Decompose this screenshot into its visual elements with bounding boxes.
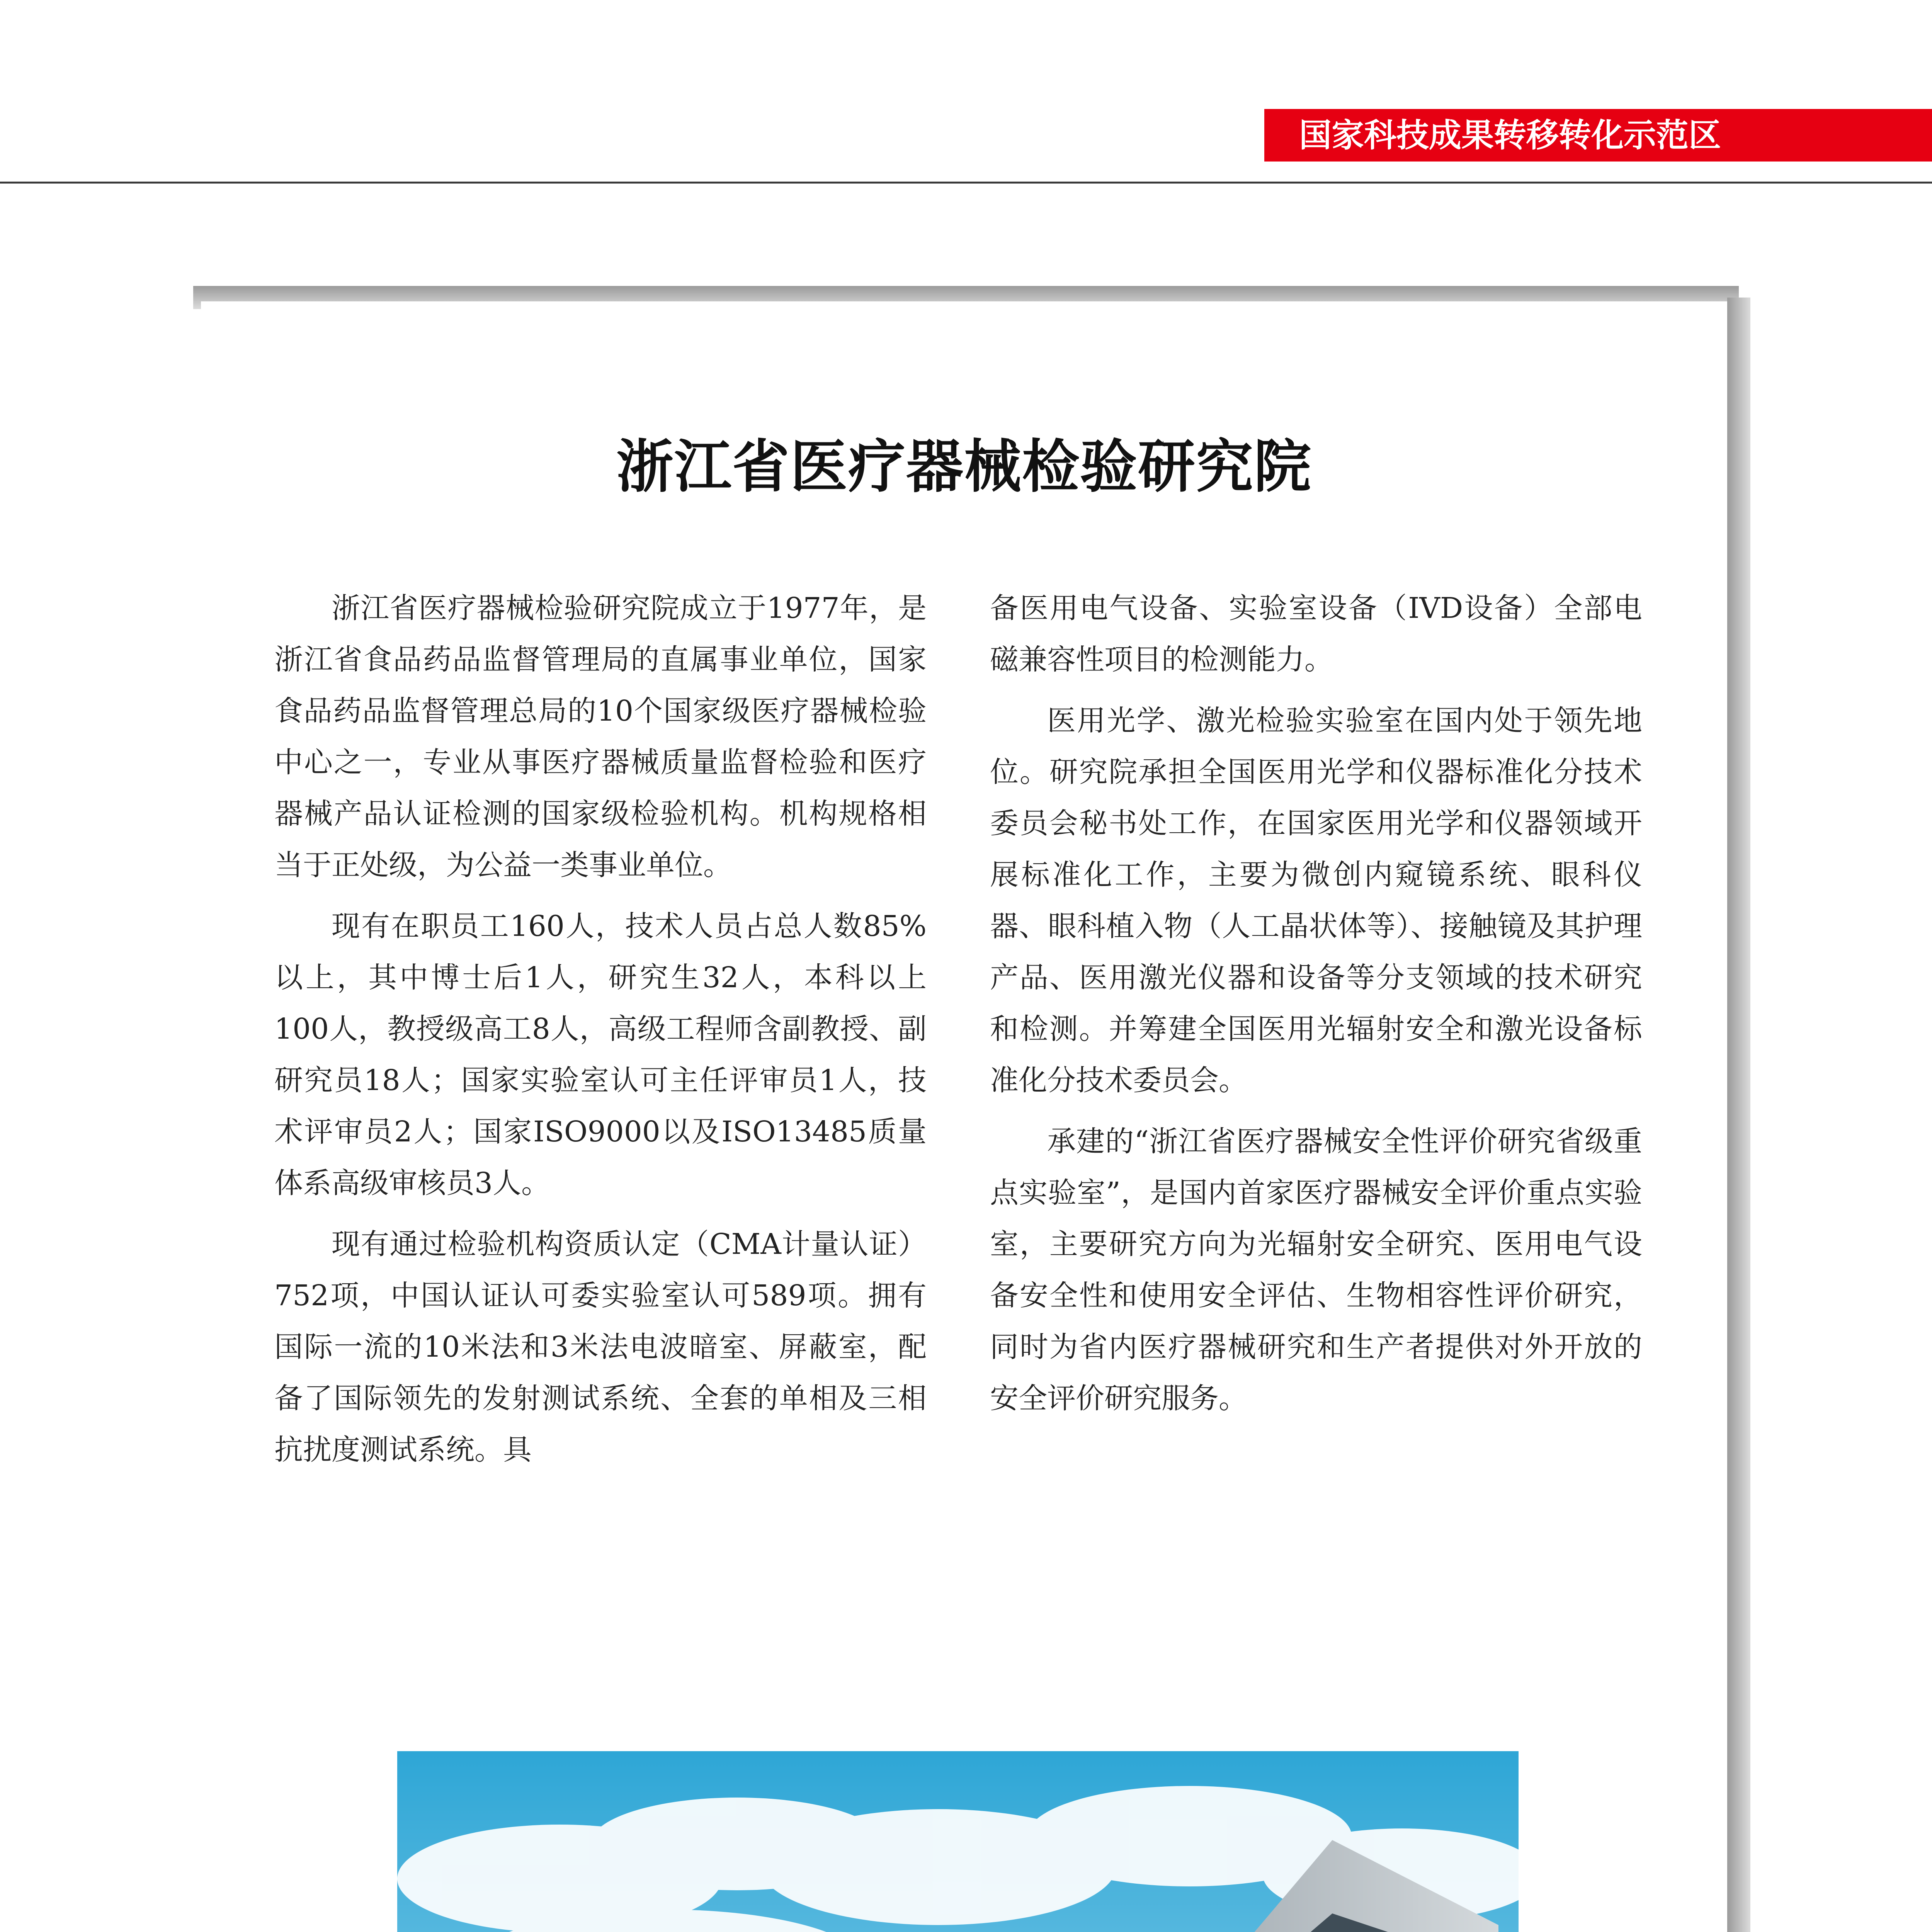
paragraph: 浙江省医疗器械检验研究院成立于1977年，是浙江省食品药品监督管理局的直属事业单位，国家食品药品监督管理总局的10个国家级医疗器械检验中心之一，专业从事医疗器械质量监督检验和医疗器械产品认证检测的国家级检验机构。机构规格相当于正处级，为公益一类事业单位。 [274,592,927,882]
paragraph: 现有通过检验机构资质认定（CMA计量认证）752项，中国认证认可委实验室认可589项。拥有国际一流的10米法和3米法电波暗室、屏蔽室，配备了国际领先的发射测试系统、全套的单相及三相抗扰度测试系统。具 [274,1228,927,1466]
left-column [274,583,927,1485]
article-title: 浙江省医疗器械检验研究院 [616,433,1312,500]
header-rule [0,182,1932,184]
card-shadow-right [1727,298,1750,1932]
paragraph: 现有在职员工160人，技术人员占总人数85%以上，其中博士后1人，研究生32人，本科以上100人，教授级高工8人，高级工程师含副教授、副研究员18人；国家实验室认可主任评审员1人，技术评审员2人；国家ISO9000以及ISO13485质量体系高级审核员3人。 [274,910,927,1200]
right-column [990,583,1642,1434]
paragraph-continued: 备医用电气设备、实验室设备（IVD设备）全部电磁兼容性项目的检测能力。 [990,592,1642,676]
paragraph: 医用光学、激光检验实验室在国内处于领先地位。研究院承担全国医用光学和仪器标准化分技术委员会秘书处工作，在国家医用光学和仪器领域开展标准化工作，主要为微创内窥镜系统、眼科仪器、眼科植入物（人工晶状体等）、接触镜及其护理产品、医用激光仪器和设备等分支领域的技术研究和检测。并筹建全国医用光辐射安全和激光设备标准化分技术委员会。 [990,704,1642,1097]
building-photo [397,1751,1519,1932]
paragraph: 承建的“浙江省医疗器械安全性评价研究省级重点实验室”，是国内首家医疗器械安全评价重点实验室，主要研究方向为光辐射安全研究、医用电气设备安全性和使用安全评估、生物相容性评价研究，同时为省内医疗器械研究和生产者提供对外开放的安全评价研究服务。 [990,1125,1642,1415]
section-banner [1264,109,1932,162]
section-title: 国家科技成果转移转化示范区 [1299,116,1721,154]
